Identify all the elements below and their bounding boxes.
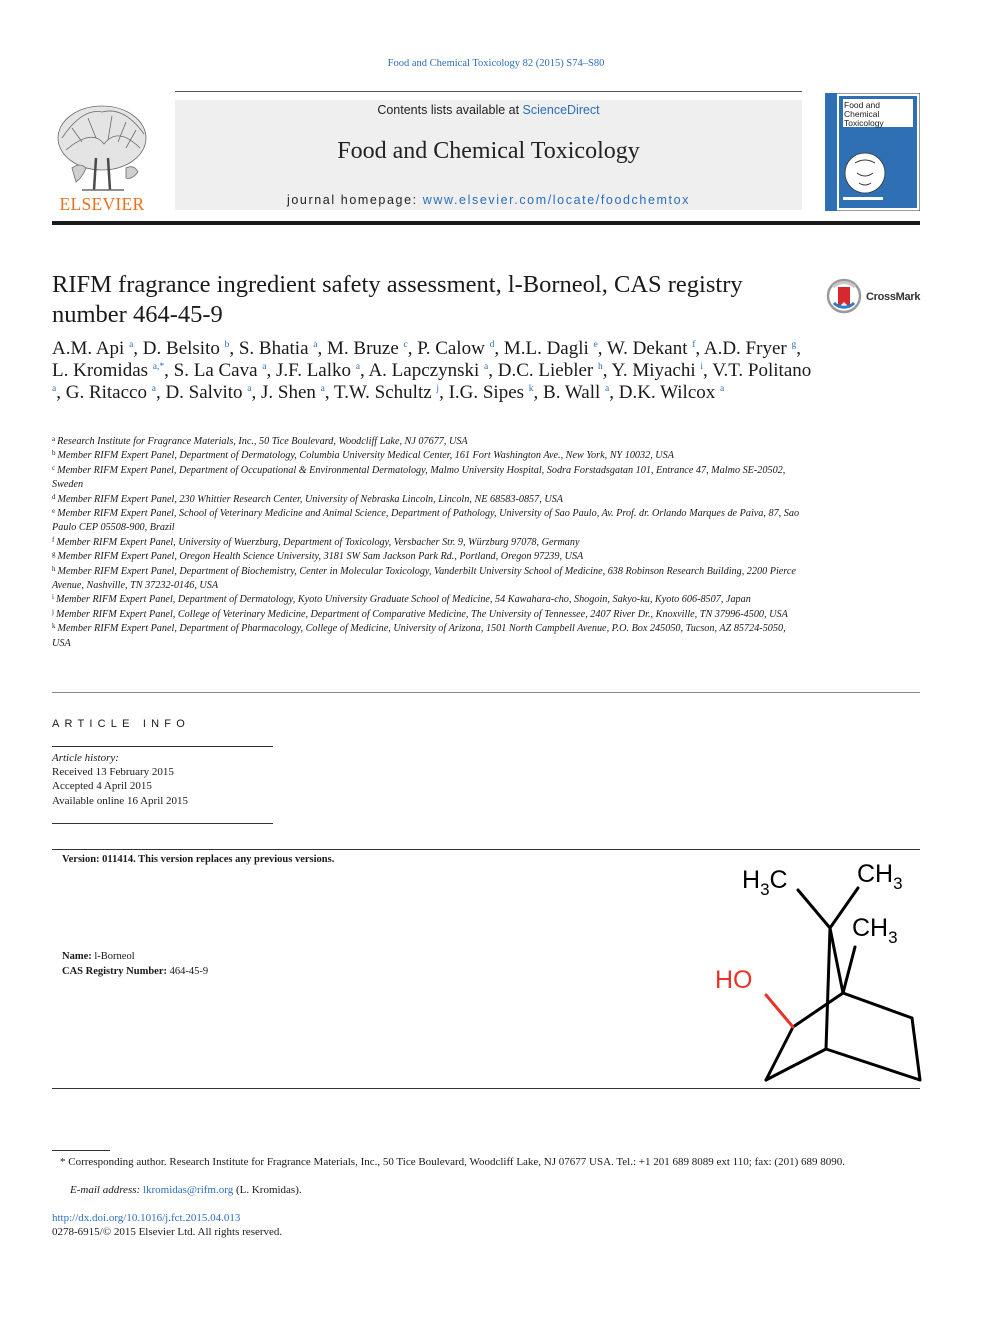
contents-prefix: Contents lists available at	[377, 103, 523, 117]
homepage-prefix: journal homepage:	[286, 193, 423, 207]
header-bottom-rule	[52, 221, 920, 225]
author-affiliation-ref[interactable]: f	[692, 340, 696, 350]
affiliation-j	[52, 608, 802, 622]
cover-title: Food and Chemical Toxicology	[844, 100, 884, 128]
author-affiliation-ref[interactable]: a	[484, 362, 489, 372]
author[interactable]: A.D. Fryer	[703, 338, 787, 359]
bond-c5-c4	[826, 1049, 920, 1080]
bond-c7-c4	[826, 928, 830, 1049]
affiliation-text: Member RIFM Expert Panel, Oregon Health Science University, 3181 SW Sam Jackson Park Rd., Portland, Oregon 97239, USA	[57, 551, 584, 563]
author[interactable]: W. Dekant	[606, 338, 688, 359]
article-info-rule-top	[52, 746, 273, 747]
affiliation-text: Member RIFM Expert Panel, Department of Biochemistry, Center in Molecular Toxicology, Vanderbilt University School of Medicine, 638 Robinson Research Building, 2200 Pierce Avenue, Nashville, TN 37232-0146, USA	[52, 565, 796, 592]
author[interactable]: S. Bhatia	[238, 338, 309, 359]
journal-cover-thumbnail[interactable]	[825, 93, 920, 211]
affiliation-key: k	[52, 622, 56, 631]
author-affiliation-ref[interactable]: a	[313, 340, 318, 350]
journal-header	[175, 100, 802, 210]
available-online-date: Available online 16 April 2015	[52, 794, 189, 807]
affiliation-key: g	[52, 550, 56, 559]
section-rule	[52, 692, 920, 693]
author-separator: ,	[533, 382, 544, 403]
elsevier-wordmark: ELSEVIER	[59, 194, 145, 214]
affiliation-key: h	[52, 564, 56, 573]
crossmark-label: CrossMark	[866, 291, 921, 303]
author[interactable]: M. Bruze	[327, 338, 399, 359]
email-label: E-mail address:	[70, 1184, 143, 1196]
author-affiliation-ref[interactable]: a	[355, 362, 360, 372]
affiliation-text: Member RIFM Expert Panel, University of Wuerzburg, Department of Toxicology, Versbacher Str. 9, Würzburg 97078, Germany	[56, 536, 580, 548]
author-separator: ,	[494, 338, 504, 359]
author-separator: ,	[317, 338, 327, 359]
author-separator: ,	[602, 360, 612, 381]
corresponding-text: Corresponding author. Research Institute for Fragrance Materials, Inc., 50 Tice Boulevard, Woodcliff Lake, NJ 07677 USA. Tel.: +1 201 689 8089 ext 110; fax: (201) 689 8090.	[68, 1156, 846, 1168]
cas-value: 464-45-9	[169, 966, 209, 977]
chemical-structure	[700, 852, 940, 1087]
author-affiliation-ref[interactable]: a	[320, 384, 325, 394]
author-affiliation-ref[interactable]: d	[489, 340, 495, 350]
author-affiliation-ref[interactable]: a,*	[152, 362, 165, 372]
affiliation-text: Member RIFM Expert Panel, School of Veterinary Medicine and Animal Science, Department of Pathology, University of Sao Paulo, Av. Prof. dr. Orlando Marques de Paiva, 87, Sao Paulo CEP 05508-900, Brazil	[52, 508, 800, 534]
author-affiliation-ref[interactable]: a	[151, 384, 156, 394]
name-label: Name:	[62, 951, 92, 962]
email-line	[70, 1184, 302, 1196]
version-note: Version: 011414. This version replaces any previous versions.	[62, 854, 335, 865]
article-info-rule-bottom	[52, 823, 273, 824]
author-affiliation-ref[interactable]: a	[52, 384, 57, 394]
author-separator: ,	[703, 360, 713, 381]
accepted-date: Accepted 4 April 2015	[52, 780, 152, 793]
affiliation-list	[52, 435, 802, 651]
author[interactable]: Y. Miyachi	[611, 360, 696, 381]
author-separator: ,	[251, 382, 261, 403]
author-separator: ,	[488, 360, 498, 381]
bond-c1-c6	[843, 993, 912, 1018]
doi-line	[52, 1212, 240, 1224]
author-separator: ,	[56, 382, 66, 403]
author[interactable]: B. Wall	[543, 382, 601, 403]
received-date: Received 13 February 2015	[52, 766, 174, 779]
affiliation-key: a	[52, 435, 56, 443]
affiliation-text: Research Institute for Fragrance Materials, Inc., 50 Tice Boulevard, Woodcliff Lake, NJ 07677, USA	[57, 436, 468, 447]
methyl-mid-label: $CH_3$	[852, 914, 898, 947]
methyl-left-label: $H_3C$	[742, 866, 788, 899]
affiliation-key: f	[52, 535, 55, 544]
author-separator: ,	[360, 360, 369, 381]
copyright-line: 0278-6915/© 2015 Elsevier Ltd. All rights reserved.	[52, 1226, 283, 1238]
author[interactable]: D. Salvito	[165, 382, 243, 403]
bond-c7-ch3-left	[798, 890, 830, 928]
article-title: RIFM fragrance ingredient safety assessment, l-Borneol, CAS registry number 464-45-9	[52, 271, 743, 328]
author-separator: ,	[133, 338, 143, 359]
crossmark-icon	[826, 278, 862, 314]
author-affiliation-ref[interactable]: g	[791, 340, 797, 350]
affiliation-k	[52, 622, 802, 651]
author-affiliation-ref[interactable]: j	[436, 384, 440, 394]
author[interactable]: V.T. Politano	[712, 360, 812, 381]
author[interactable]: D. Belsito	[142, 338, 220, 359]
summary-box-top-rule	[52, 849, 920, 850]
cas-number	[62, 966, 208, 977]
summary-box-bottom-rule	[52, 1088, 920, 1089]
cas-label: CAS Registry Number:	[62, 966, 167, 977]
affiliation-key: e	[52, 507, 56, 516]
author[interactable]: D.K. Wilcox	[618, 382, 716, 403]
author-affiliation-ref[interactable]: c	[403, 340, 408, 350]
author-affiliation-ref[interactable]: a	[605, 384, 610, 394]
author-separator: ,	[229, 338, 239, 359]
affiliation-key: c	[52, 463, 56, 472]
hydroxyl-label: HO	[715, 966, 753, 994]
affiliation-text: Member RIFM Expert Panel, Department of Pharmacology, College of Medicine, University of Arizona, 1501 North Campbell Avenue, P.O. Box 245050, Tucson, AZ 85724-5050, USA	[52, 623, 786, 649]
journal-citation[interactable]: Food and Chemical Toxicology 82 (2015) S74–S80	[387, 58, 605, 69]
affiliation-key: j	[52, 607, 54, 616]
email-suffix: (L. Kromidas).	[233, 1184, 302, 1196]
article-history	[52, 751, 188, 808]
methyl-top-label: $CH_3$	[857, 860, 903, 893]
author-affiliation-ref[interactable]: e	[593, 340, 598, 350]
affiliation-key: d	[52, 492, 56, 501]
affiliation-i	[52, 593, 802, 607]
affiliation-f	[52, 536, 802, 550]
author-separator: ,	[164, 360, 174, 381]
author-list	[52, 338, 812, 404]
author-separator: ,	[324, 382, 335, 403]
affiliation-key: i	[52, 593, 54, 602]
author-separator: ,	[609, 382, 619, 403]
author-separator: ,	[155, 382, 166, 403]
affiliation-c	[52, 464, 802, 493]
homepage-link[interactable]: www.elsevier.com/locate/foodchemtox	[422, 193, 691, 207]
affiliation-text: Member RIFM Expert Panel, College of Veterinary Medicine, Department of Comparative Medicine, The University of Tennessee, 2407 River Dr., Knoxville, TN 37996-4500, USA	[55, 608, 788, 620]
author-separator: ,	[439, 382, 449, 403]
article-info-heading: ARTICLE INFO	[52, 718, 190, 730]
affiliation-a	[52, 435, 802, 449]
doi-link[interactable]: http://dx.doi.org/10.1016/j.fct.2015.04.013	[52, 1212, 241, 1224]
author[interactable]: G. Ritacco	[65, 382, 147, 403]
name-value: l-Borneol	[94, 951, 135, 962]
affiliation-h	[52, 565, 802, 594]
affiliation-g	[52, 550, 802, 564]
affiliation-text: Member RIFM Expert Panel, Department of Occupational & Environmental Dermatology, Malmo University Hospital, Sodra Forstadsgatan 101, Entrance 47, Malmo SE-20502, Sweden	[52, 464, 786, 491]
substance-name	[62, 951, 135, 962]
header-top-rule	[175, 91, 802, 92]
affiliation-e	[52, 507, 802, 536]
author[interactable]: P. Calow	[417, 338, 485, 359]
corresponding-author-note	[52, 1155, 920, 1169]
article-history-label: Article history:	[52, 752, 119, 764]
author[interactable]: D.C. Liebler	[497, 360, 594, 381]
author[interactable]: A.M. Api	[52, 338, 125, 359]
author-affiliation-ref[interactable]: a	[262, 362, 267, 372]
author-separator: ,	[407, 338, 418, 359]
contents-line	[175, 103, 802, 117]
author[interactable]: L. Kromidas	[52, 360, 149, 381]
email-link[interactable]: lkromidas@rifm.org	[142, 1184, 234, 1196]
bond-c7-c1	[830, 928, 843, 993]
author[interactable]: J.F. Lalko	[276, 360, 352, 381]
author-separator: ,	[266, 360, 277, 381]
author[interactable]: A. Lapczynski	[368, 360, 480, 381]
bond-c2-oh	[766, 995, 793, 1027]
author[interactable]: S. La Cava	[173, 360, 258, 381]
bond-c1-ch3	[843, 947, 855, 993]
author[interactable]: J. Shen	[260, 382, 316, 403]
author-affiliation-ref[interactable]: h	[598, 362, 603, 372]
affiliation-key: b	[52, 449, 56, 458]
affiliation-text: Member RIFM Expert Panel, Department of Dermatology, Kyoto University Graduate School of Medicine, 54 Kawahara-cho, Shogoin, Sakyo-ku, Kyoto 606-8507, Japan	[55, 594, 751, 606]
author[interactable]: T.W. Schultz	[334, 382, 432, 403]
affiliation-d	[52, 493, 802, 507]
bond-c1-c2	[793, 993, 843, 1027]
author-separator: ,	[597, 338, 607, 359]
affiliation-text: Member RIFM Expert Panel, 230 Whittier Research Center, University of Nebraska Lincoln, Lincoln, NE 68583-0857, USA	[57, 493, 564, 505]
borneol-structure-diagram	[700, 852, 940, 1087]
author-separator: ,	[695, 338, 704, 359]
footnote-rule	[52, 1150, 110, 1151]
homepage-line	[175, 193, 802, 207]
author-affiliation-ref[interactable]: b	[224, 340, 230, 350]
author-affiliation-ref[interactable]: i	[700, 362, 704, 372]
sciencedirect-link[interactable]: ScienceDirect	[522, 103, 600, 117]
author-affiliation-ref[interactable]: a	[720, 384, 725, 394]
affiliation-b	[52, 449, 802, 463]
author[interactable]: M.L. Dagli	[503, 338, 589, 359]
bond-c6-c5	[912, 1018, 920, 1080]
author[interactable]: I.G. Sipes	[448, 382, 525, 403]
corresponding-mark: *	[60, 1156, 66, 1168]
author-affiliation-ref[interactable]: a	[247, 384, 252, 394]
author-separator: ,	[796, 338, 801, 359]
journal-title: Food and Chemical Toxicology	[337, 138, 640, 164]
author-affiliation-ref[interactable]: k	[528, 384, 534, 394]
author-affiliation-ref[interactable]: a	[129, 340, 134, 350]
elsevier-logo[interactable]	[52, 98, 152, 214]
affiliation-text: Member RIFM Expert Panel, Department of Dermatology, Columbia University Medical Center, 161 Fort Washington Ave., New York, NY 10032, USA	[57, 450, 674, 462]
